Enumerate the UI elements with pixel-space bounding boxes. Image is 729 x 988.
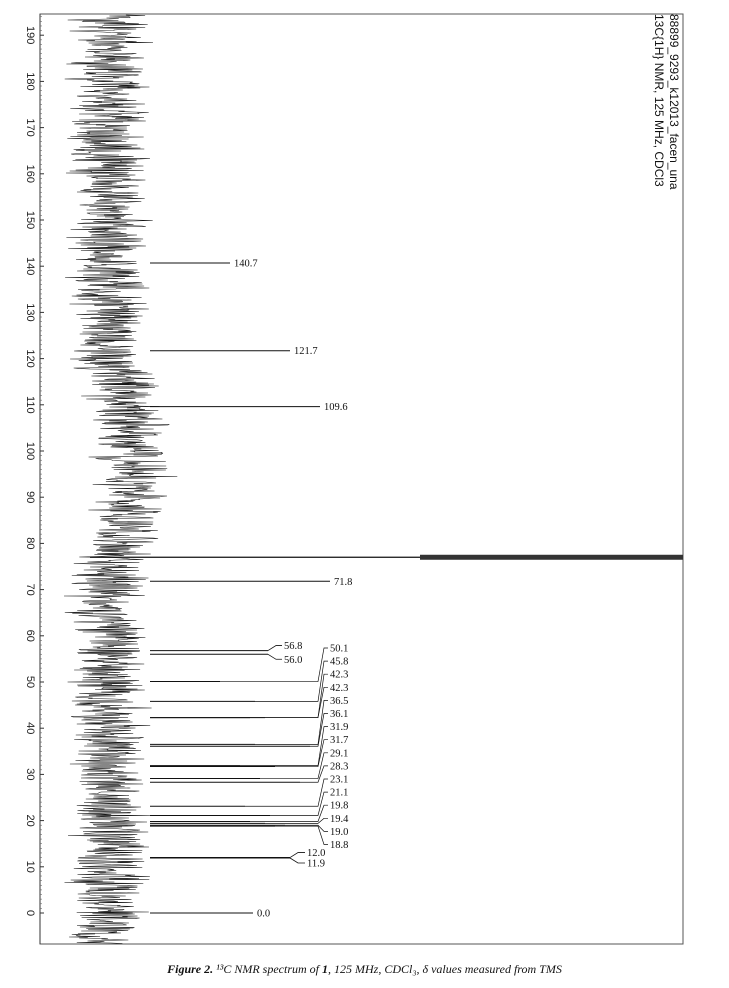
- peak-label: 18.8: [330, 840, 349, 851]
- label-connector: [290, 858, 305, 863]
- peak-label: 23.1: [330, 774, 349, 786]
- tick-label: 140: [24, 257, 36, 276]
- axis-ticks: [24, 17, 44, 916]
- tick-label: 180: [24, 72, 36, 91]
- peak-label: 42.3: [330, 682, 349, 694]
- tick-label: 80: [24, 537, 36, 550]
- peak-label: 28.3: [330, 761, 349, 773]
- peak-label: 19.4: [330, 813, 349, 825]
- peak-label: 31.7: [330, 735, 349, 747]
- peak-label: 71.8: [334, 576, 353, 588]
- peak-label: 21.1: [330, 787, 349, 799]
- tick-label: 150: [24, 210, 36, 230]
- caption-compound: 1: [322, 962, 328, 976]
- peak-label: 36.1: [330, 709, 349, 720]
- label-connector: [275, 826, 328, 844]
- peak-markers: [150, 258, 352, 919]
- tick-label: 90: [24, 491, 36, 504]
- tick-label: 60: [24, 629, 36, 642]
- label-connector: [265, 687, 328, 717]
- peak-label: 45.8: [330, 656, 349, 668]
- spectrum-noise: [64, 15, 177, 944]
- peak-label: 31.9: [330, 722, 349, 734]
- tick-label: 20: [24, 814, 36, 827]
- label-connector: [255, 700, 328, 744]
- figure-caption: [0, 962, 729, 977]
- tick-label: 190: [24, 26, 36, 45]
- peak-label: 109.6: [324, 402, 348, 414]
- label-connector: [290, 853, 305, 858]
- peak-label: 29.1: [330, 748, 349, 760]
- tick-label: 120: [24, 349, 36, 368]
- peak-label: 19.8: [330, 800, 349, 812]
- caption-text-pre: ¹³C NMR spectrum of: [216, 962, 322, 976]
- peak-label: 121.7: [294, 346, 318, 358]
- spectrum-trace: [64, 15, 177, 944]
- label-connector: [310, 714, 328, 747]
- tick-label: 0: [24, 909, 36, 917]
- label-connector: [268, 646, 282, 651]
- peak-label: 56.8: [284, 641, 303, 653]
- tick-label: 70: [24, 583, 36, 596]
- spectrum-meta: [652, 14, 681, 190]
- peak-label: 12.0: [307, 848, 326, 860]
- label-connector: [250, 805, 328, 821]
- peak-label: 19.0: [330, 826, 349, 838]
- solvent-peak-band: [420, 555, 683, 560]
- caption-label: Figure 2.: [167, 962, 214, 976]
- plot-frame: [40, 14, 683, 944]
- tick-label: 160: [24, 164, 36, 183]
- peak-label: 50.1: [330, 643, 349, 655]
- peak-label: 56.0: [284, 654, 303, 666]
- label-connector: [268, 654, 282, 659]
- peak-label: 42.3: [330, 669, 349, 681]
- tick-label: 10: [24, 860, 36, 873]
- label-connector: [220, 648, 328, 682]
- tick-label: 130: [24, 303, 36, 322]
- meta-line-2: 13C{1H} NMR, 125 MHz, CDCl3: [652, 14, 666, 187]
- tick-label: 110: [24, 396, 36, 414]
- solvent-peak: [90, 555, 683, 560]
- meta-line-1: 88899_9293_k12013_facen_una: [667, 14, 681, 190]
- peak-label: 36.5: [330, 695, 349, 707]
- caption-text-post: , 125 MHz, CDCl₃, δ values measured from TMS: [328, 962, 562, 976]
- peak-label: 0.0: [257, 908, 271, 920]
- peak-label: 11.9: [307, 858, 325, 870]
- peak-label: 140.7: [234, 258, 258, 270]
- label-connector: [270, 792, 328, 815]
- tick-label: 40: [24, 722, 36, 735]
- tick-label: 50: [24, 675, 36, 689]
- label-connector: [250, 674, 328, 717]
- label-connector: [245, 779, 328, 806]
- tick-label: 30: [24, 768, 36, 781]
- tick-label: 170: [24, 118, 36, 137]
- tick-label: 100: [24, 441, 36, 461]
